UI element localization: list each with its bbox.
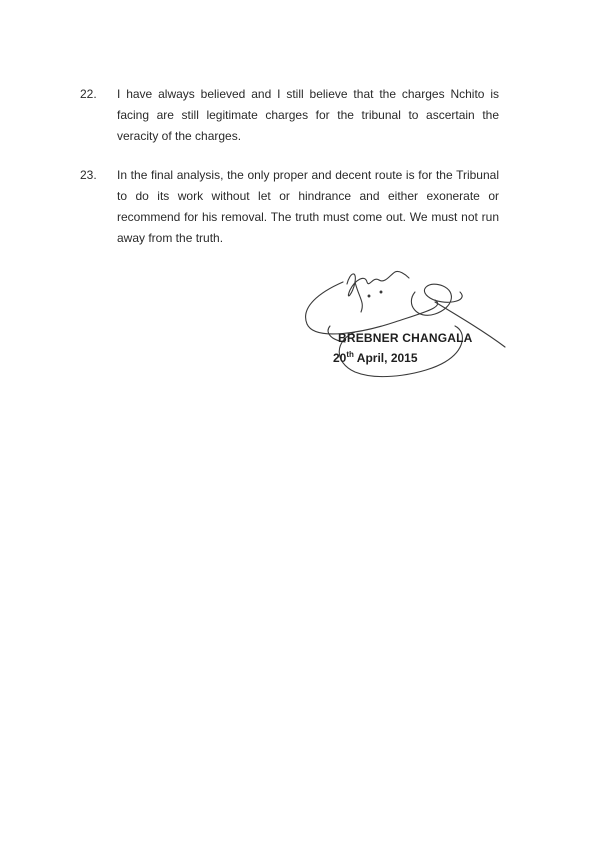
- date-suffix: th: [346, 350, 354, 359]
- paragraph-text: In the final analysis, the only proper and decent route is for the Tribunal to do its work without let or hindrance and either exonerate or recommend for his removal. The truth must come out. We must not run away from the truth.: [117, 168, 499, 245]
- paragraph-number: 22.: [80, 87, 97, 101]
- paragraph-number: 23.: [80, 168, 97, 182]
- date-day: 20: [333, 351, 347, 365]
- date-month-year: April, 2015: [353, 351, 418, 365]
- signer-name: BREBNER CHANGALA: [338, 331, 473, 345]
- paragraph-text: I have always believed and I still believe that the charges Nchito is facing are still legitimate charges for the tribunal to ascertain the veracity of the charges.: [117, 87, 499, 143]
- signature-date: [333, 351, 418, 365]
